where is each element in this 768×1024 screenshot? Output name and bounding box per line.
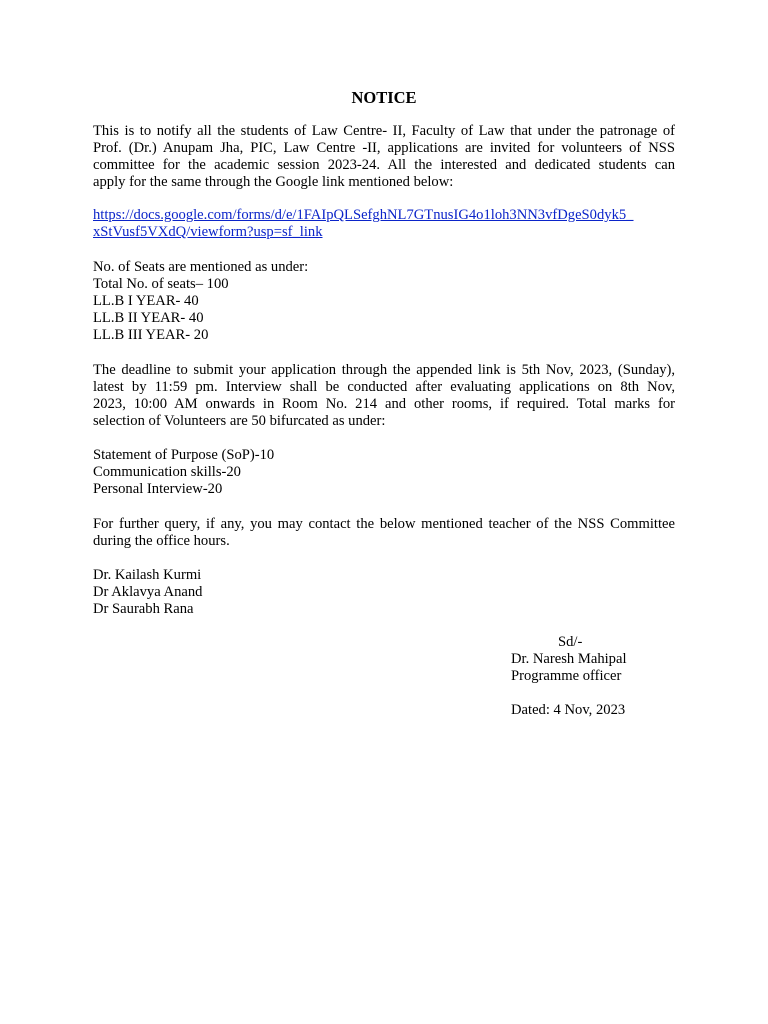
query-line: For further query, if any, you may contact the below mentioned teacher of the NSS Committee — [93, 516, 675, 532]
signature-block — [511, 634, 711, 719]
intro-line: Prof. (Dr.) Anupam Jha, PIC, Law Centre -II, applications are invited for volunteers of NSS — [93, 140, 675, 156]
seats-year-3: LL.B III YEAR- 20 — [93, 327, 209, 343]
notice-document — [93, 0, 675, 1024]
deadline-line: selection of Volunteers are 50 bifurcated as under: — [93, 413, 386, 429]
query-paragraph — [93, 516, 675, 550]
marks-communication: Communication skills-20 — [93, 464, 241, 480]
deadline-paragraph — [93, 362, 675, 430]
marks-interview: Personal Interview-20 — [93, 481, 223, 497]
teacher-name: Dr. Kailash Kurmi — [93, 567, 202, 583]
seats-total: Total No. of seats– 100 — [93, 276, 229, 292]
signature-sd: Sd/- — [558, 634, 583, 650]
google-form-link[interactable] — [93, 207, 675, 241]
marks-list — [93, 447, 675, 498]
intro-paragraph — [93, 123, 675, 191]
notice-title: NOTICE — [351, 88, 417, 107]
intro-line: committee for the academic session 2023-24. All the interested and dedicated students can — [93, 157, 675, 173]
seats-list — [93, 259, 675, 344]
query-line: during the office hours. — [93, 533, 230, 549]
intro-line: This is to notify all the students of Law Centre- II, Faculty of Law that under the patronage of — [93, 123, 675, 139]
intro-line: apply for the same through the Google link mentioned below: — [93, 174, 454, 190]
seats-year-2: LL.B II YEAR- 40 — [93, 310, 204, 326]
teachers-list — [93, 567, 675, 618]
teacher-name: Dr Aklavya Anand — [93, 584, 203, 600]
signatory-name: Dr. Naresh Mahipal — [511, 651, 627, 667]
notice-date: Dated: 4 Nov, 2023 — [511, 702, 626, 718]
seats-year-1: LL.B I YEAR- 40 — [93, 293, 199, 309]
deadline-line: 2023, 10:00 AM onwards in Room No. 214 and other rooms, if required. Total marks for — [93, 396, 675, 412]
deadline-line: latest by 11:59 pm. Interview shall be conducted after evaluating applications on 8th Nov, — [93, 379, 675, 395]
signatory-designation: Programme officer — [511, 668, 622, 684]
marks-sop: Statement of Purpose (SoP)-10 — [93, 447, 275, 463]
seats-heading: No. of Seats are mentioned as under: — [93, 259, 309, 275]
google-form-link-line[interactable]: https://docs.google.com/forms/d/e/1FAIpQLSefghNL7GTnusIG4o1loh3NN3vfDgeS0dyk5_ — [93, 207, 634, 223]
teacher-name: Dr Saurabh Rana — [93, 601, 194, 617]
deadline-line: The deadline to submit your application through the appended link is 5th Nov, 2023, (Sunday), — [93, 362, 675, 378]
google-form-link-line[interactable]: xStVusf5VXdQ/viewform?usp=sf_link — [93, 224, 323, 240]
